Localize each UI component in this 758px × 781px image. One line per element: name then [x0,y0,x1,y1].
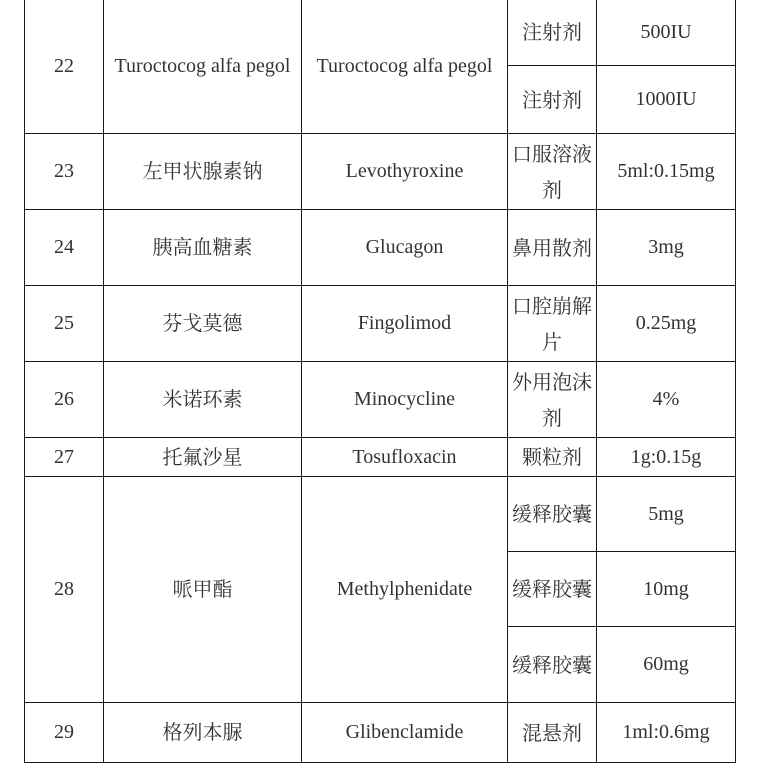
table-row [25,0,736,66]
specification-cell: 1ml:0.6mg [597,703,736,763]
specification-cell: 5mg [597,477,736,552]
specification-cell: 3mg [597,210,736,286]
english-name-cell: Glucagon [302,210,508,286]
chinese-name-cell: 哌甲酯 [104,477,302,703]
table-row [25,210,736,286]
row-number: 23 [25,134,104,210]
dosage-form-cell: 口服溶液剂 [508,134,597,210]
english-name-cell: Minocycline [302,362,508,438]
row-number: 26 [25,362,104,438]
english-name-cell: Tosufloxacin [302,438,508,477]
chinese-name-cell: 托氟沙星 [104,438,302,477]
dosage-form-cell: 口腔崩解片 [508,286,597,362]
dosage-form-cell: 鼻用散剂 [508,210,597,286]
dosage-form-cell: 混悬剂 [508,703,597,763]
table-row [25,477,736,552]
english-name-cell: Glibenclamide [302,703,508,763]
chinese-name-cell: 米诺环素 [104,362,302,438]
dosage-form-cell: 缓释胶囊 [508,627,597,703]
english-name-cell: Levothyroxine [302,134,508,210]
dosage-form-cell: 颗粒剂 [508,438,597,477]
english-name-cell: Turoctocog alfa pegol [302,0,508,134]
specification-cell: 1000IU [597,66,736,134]
dosage-form-cell: 缓释胶囊 [508,477,597,552]
specification-cell: 4% [597,362,736,438]
row-number: 22 [25,0,104,134]
row-number: 28 [25,477,104,703]
table-row [25,362,736,438]
row-number: 27 [25,438,104,477]
dosage-form-cell: 外用泡沫剂 [508,362,597,438]
specification-cell: 1g:0.15g [597,438,736,477]
specification-cell: 0.25mg [597,286,736,362]
chinese-name-cell: 胰高血糖素 [104,210,302,286]
english-name-cell: Fingolimod [302,286,508,362]
dosage-form-cell: 注射剂 [508,0,597,66]
chinese-name-cell: Turoctocog alfa pegol [104,0,302,134]
row-number: 25 [25,286,104,362]
table-row [25,438,736,477]
english-name-cell: Methylphenidate [302,477,508,703]
dosage-form-cell: 注射剂 [508,66,597,134]
row-number: 24 [25,210,104,286]
table-row [25,286,736,362]
specification-cell: 5ml:0.15mg [597,134,736,210]
specification-cell: 60mg [597,627,736,703]
row-number: 29 [25,703,104,763]
table-row [25,703,736,763]
chinese-name-cell: 芬戈莫德 [104,286,302,362]
chinese-name-cell: 左甲状腺素钠 [104,134,302,210]
specification-cell: 10mg [597,552,736,627]
drug-list-table [24,0,736,763]
dosage-form-cell: 缓释胶囊 [508,552,597,627]
specification-cell: 500IU [597,0,736,66]
chinese-name-cell: 格列本脲 [104,703,302,763]
table-row [25,134,736,210]
